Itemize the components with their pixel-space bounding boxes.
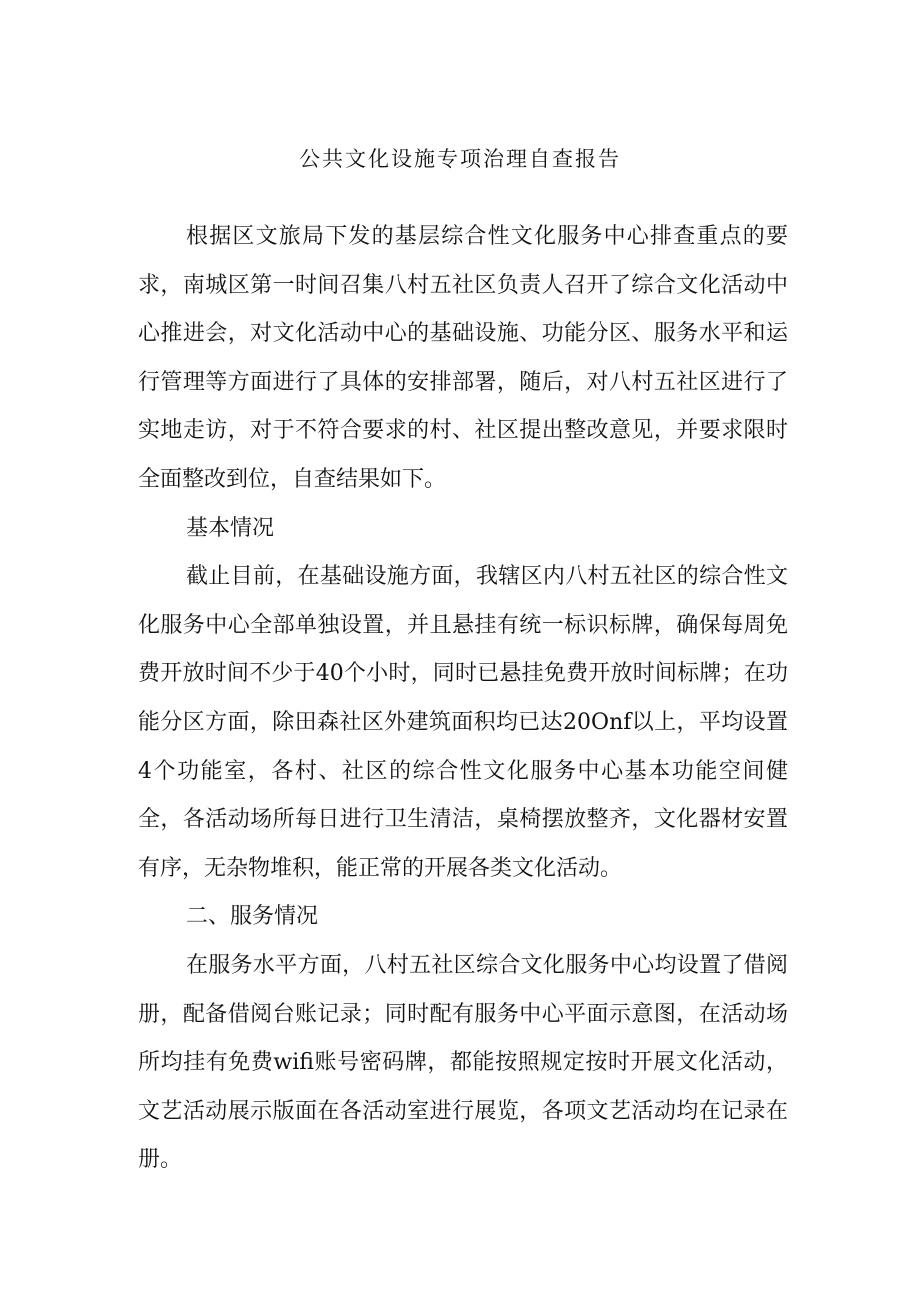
section-body-service: 在服务水平方面，八村五社区综合文化服务中心均设置了借阅册，配备借阅台账记录；同时配有服务中心平面示意图，在活动场所均挂有免费wifi账号密码牌，都能按照规定按时开展文化活动，文艺活动展示版面在各活动室进行展览，各项文艺活动均在记录在册。 xyxy=(138,952,788,1173)
intro-paragraph: 根据区文旅局下发的基层综合性文化服务中心排查重点的要求，南城区第一时间召集八村五社区负责人召开了综合文化活动中心推进会，对文化活动中心的基础设施、功能分区、服务水平和运行管理等方面进行了具体的安排部署，随后，对八村五社区进行了实地走访，对于不符合要求的村、社区提出整改意见，并要求限时全面整改到位，自查结果如下。 xyxy=(138,224,788,492)
section-heading-service: 二、服务情况 xyxy=(186,904,319,930)
section-body-basic: 截止目前，在基础设施方面，我辖区内八村五社区的综合性文化服务中心全部单独设置，并且悬挂有统一标识标牌，确保每周免费开放时间不少于40个小时，同时已悬挂免费开放时间标牌；在功能分区方面，除田森社区外建筑面积均已达20Onf以上，平均设置4个功能室，各村、社区的综合性文化服务中心基本功能空间健全，各活动场所每日进行卫生清洁，桌椅摆放整齐，文化器材安置有序，无杂物堆积，能正常的开展各类文化活动。 xyxy=(138,564,788,881)
document-title: 公共文化设施专项治理自查报告 xyxy=(299,147,621,171)
section-heading-basic: 基本情况 xyxy=(186,515,275,541)
document-body xyxy=(138,213,788,1185)
